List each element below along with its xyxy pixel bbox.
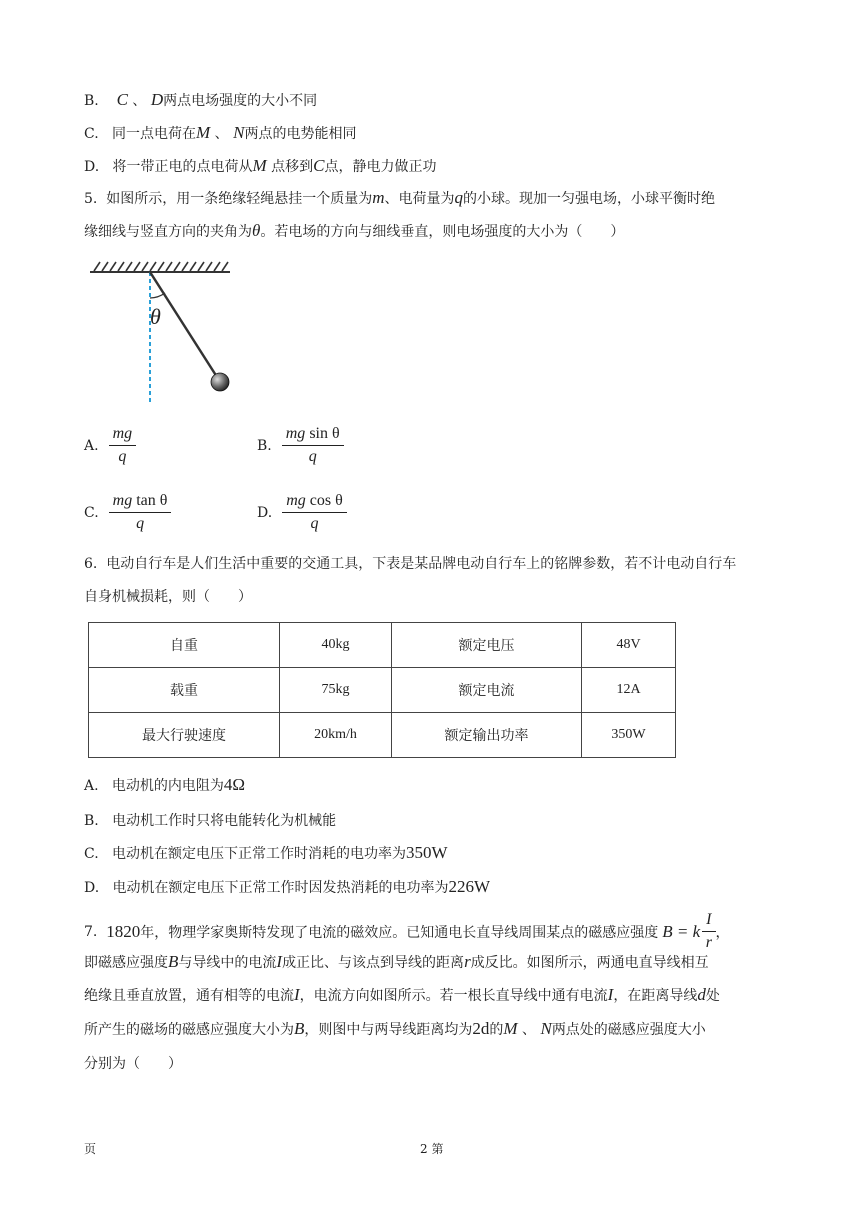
option-text: 电动机工作时只将电能转化为机械能 xyxy=(112,813,337,829)
numerator: mg xyxy=(285,425,306,442)
fraction xyxy=(109,491,172,535)
formula-lhs: B = k xyxy=(662,922,701,941)
table-row xyxy=(89,713,676,758)
footer-left: 页 xyxy=(84,1142,97,1156)
separator: 、 xyxy=(522,1022,537,1038)
stem-text: 成反比。如图所示，两通电直导线相互 xyxy=(470,955,709,971)
table-cell: 自重 xyxy=(89,623,280,668)
option-label: C. xyxy=(84,505,99,521)
table-cell: 最大行驶速度 xyxy=(89,713,280,758)
denominator: q xyxy=(308,448,317,465)
q6-option-a xyxy=(84,775,245,795)
option-label: D. xyxy=(84,159,100,175)
spec-table xyxy=(88,622,676,758)
theta-label: θ xyxy=(150,304,161,329)
option-text: 同一点电荷在 xyxy=(112,126,197,142)
q7-stem-line5 xyxy=(84,1053,182,1073)
option-label: A. xyxy=(84,438,99,454)
table-cell: 20km/h xyxy=(280,713,392,758)
q5-stem-line1 xyxy=(84,188,715,208)
math-m: M xyxy=(196,123,211,142)
fraction xyxy=(109,424,137,468)
math-b: B xyxy=(294,1019,305,1038)
table-cell: 48V xyxy=(582,623,676,668)
formula-fraction xyxy=(702,910,715,954)
stem-text: 如图所示，用一条绝缘轻绳悬挂一个质量为 xyxy=(106,191,373,207)
option-text: 点移到 xyxy=(271,159,314,175)
math-i: I xyxy=(607,985,614,1004)
q4-option-d xyxy=(84,156,437,176)
numerator: I xyxy=(702,910,715,932)
q6-stem-line2 xyxy=(84,586,252,606)
stem-text: ，则图中与两导线距离均为 xyxy=(304,1022,473,1038)
stem-text: ， xyxy=(715,925,730,941)
ball xyxy=(211,373,229,391)
math-b: B xyxy=(168,952,179,971)
numerator: mg xyxy=(112,492,133,509)
option-text: 电动机在额定电压下正常工作时消耗的电功率为 xyxy=(112,846,407,862)
stem-text: 缘细线与竖直方向的夹角为 xyxy=(84,224,252,240)
stem-text: 。若电场的方向与细线垂直，则电场强度的大小为（ ） xyxy=(260,224,625,240)
math-m: m xyxy=(372,188,385,207)
stem-text: 分别为（ ） xyxy=(84,1056,182,1072)
denominator: r xyxy=(705,934,712,951)
q5-stem-line2 xyxy=(84,221,624,241)
table-cell: 40kg xyxy=(280,623,392,668)
option-label: B. xyxy=(84,93,99,109)
stem-text: 的小球。现加一匀强电场，小球平衡时绝 xyxy=(463,191,716,207)
option-text: 电动机的内电阻为 xyxy=(111,778,224,794)
q6-option-b xyxy=(84,810,336,830)
fraction xyxy=(282,491,347,535)
stem-text: 成正比、与该点到导线的距离 xyxy=(282,955,465,971)
math-m: M xyxy=(503,1019,518,1038)
question-number: 6. xyxy=(84,556,98,572)
option-label: C. xyxy=(84,846,99,862)
option-label: C. xyxy=(84,126,99,142)
stem-text: 两点处的磁感应强度大小 xyxy=(551,1022,706,1038)
math-n: N xyxy=(540,1019,552,1038)
stem-text: 自身机械损耗，则（ ） xyxy=(84,589,252,605)
math-c: C xyxy=(313,156,325,175)
table-cell: 额定电流 xyxy=(392,668,582,713)
q7-stem-line3 xyxy=(84,985,720,1005)
separator: 、 xyxy=(214,126,229,142)
question-number: 5. xyxy=(84,191,98,207)
stem-text: 与导线中的电流 xyxy=(178,955,277,971)
table-cell: 载重 xyxy=(89,668,280,713)
stem-text: 所产生的磁场的磁感应强度大小为 xyxy=(84,1022,294,1038)
option-label: B. xyxy=(257,438,272,454)
option-text: 两点电场强度的大小不同 xyxy=(163,93,318,109)
q7-stem-line4 xyxy=(84,1019,706,1039)
option-label: D. xyxy=(257,505,273,521)
pendulum-figure xyxy=(86,256,246,408)
option-label: B. xyxy=(84,813,99,829)
q5-option-c xyxy=(84,491,171,535)
option-label: D. xyxy=(84,880,100,896)
question-number: 7. xyxy=(84,924,98,940)
math-q: q xyxy=(454,188,464,207)
q5-option-d xyxy=(257,491,347,535)
math-r: r xyxy=(464,952,471,971)
stem-text: 处 xyxy=(705,988,720,1004)
stem-text: 绝缘且垂直放置，通有相等的电流 xyxy=(84,988,294,1004)
ceiling-hatching xyxy=(94,262,228,271)
trig-function: cos θ xyxy=(309,492,343,509)
option-value: 226W xyxy=(448,877,491,896)
stem-text: 、电荷量为 xyxy=(384,191,455,207)
math-m: M xyxy=(252,156,267,175)
option-text: 点，静电力做正功 xyxy=(324,159,437,175)
denominator: q xyxy=(310,515,319,532)
table-cell: 额定电压 xyxy=(392,623,582,668)
math-2d: 2d xyxy=(472,1019,490,1038)
trig-function: sin θ xyxy=(309,425,340,442)
q6-stem-line1 xyxy=(84,553,736,573)
numerator: mg xyxy=(286,492,306,509)
math-i: I xyxy=(294,985,300,1004)
math-theta: θ xyxy=(252,221,261,240)
stem-text: ，电流方向如图所示。若一根长直导线中通有电流 xyxy=(299,988,608,1004)
table-cell: 350W xyxy=(582,713,676,758)
table-cell: 额定输出功率 xyxy=(392,713,582,758)
option-value: 350W xyxy=(406,843,448,862)
q4-option-b xyxy=(84,90,317,110)
math-d: D xyxy=(150,90,164,109)
stem-text: 即磁感应强度 xyxy=(84,955,168,971)
stem-text: 年，物理学家奥斯特发现了电流的磁效应。已知通电长直导线周围某点的磁感应强度 xyxy=(140,925,659,941)
math-d: d xyxy=(697,985,706,1004)
stem-text: 电动自行车是人们生活中重要的交通工具，下表是某品牌电动自行车上的铭牌参数，若不计电动自行车 xyxy=(106,556,737,572)
q6-option-c xyxy=(84,843,448,863)
table-row xyxy=(89,623,676,668)
page-number: 2 第 xyxy=(420,1142,444,1156)
q5-option-b xyxy=(257,424,344,468)
table-cell: 75kg xyxy=(280,668,392,713)
trig-function: tan θ xyxy=(136,492,168,509)
fraction xyxy=(282,424,344,468)
stem-text: 的 xyxy=(489,1022,504,1038)
math-n: N xyxy=(233,123,245,142)
option-text: 两点的电势能相同 xyxy=(244,126,357,142)
option-text: 电动机在额定电压下正常工作时因发热消耗的电功率为 xyxy=(112,880,449,896)
denominator: q xyxy=(118,448,127,465)
math-i: I xyxy=(276,952,283,971)
stem-text: ，在距离导线 xyxy=(613,988,698,1004)
option-label: A. xyxy=(84,778,99,794)
q7-stem-line2 xyxy=(84,952,709,972)
q7-stem-line1 xyxy=(84,910,730,954)
option-value: 4Ω xyxy=(223,775,246,794)
q6-option-d xyxy=(84,877,490,897)
year: 1820 xyxy=(106,922,141,941)
math-c: C xyxy=(116,90,128,109)
option-text: 将一带正电的点电荷从 xyxy=(112,159,253,175)
table-cell: 12A xyxy=(582,668,676,713)
separator: 、 xyxy=(132,93,147,109)
table-row xyxy=(89,668,676,713)
q4-option-c xyxy=(84,123,356,143)
numerator: mg xyxy=(112,425,133,442)
q5-option-a xyxy=(84,424,136,468)
denominator: q xyxy=(136,515,145,532)
